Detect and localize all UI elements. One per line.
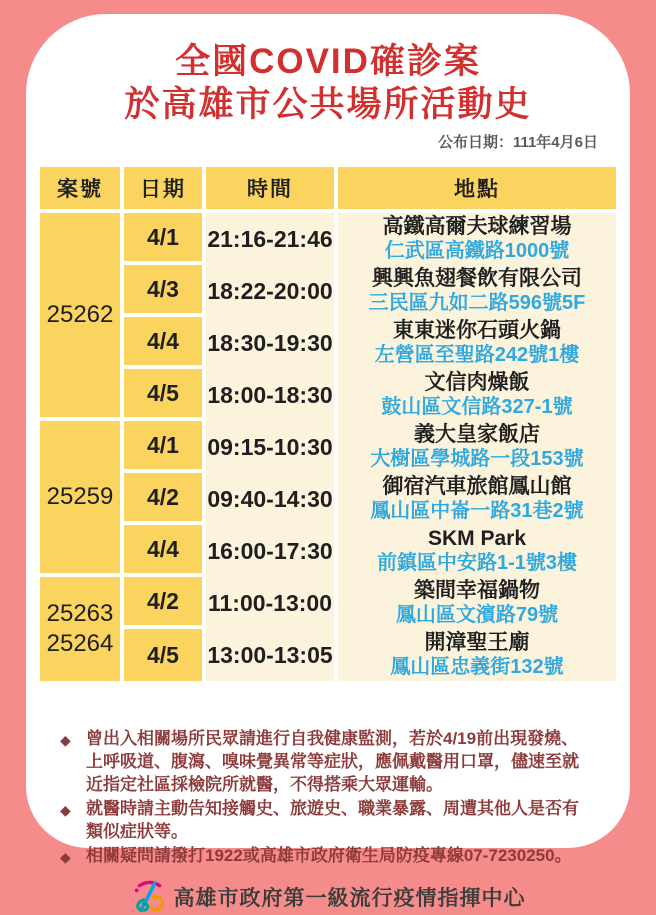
place-address: 鼓山區文信路327-1號	[381, 396, 573, 418]
publish-date: 公布日期：111年4月6日	[437, 134, 598, 151]
place-cell	[338, 317, 616, 369]
kaohsiung-city-logo-icon	[131, 879, 169, 915]
place-cell	[338, 525, 616, 577]
case-number-cell	[40, 421, 120, 577]
time-cell: 09:15-10:30	[207, 433, 333, 460]
place-address: 前鎮區中安路1-1號3樓	[376, 552, 578, 574]
diamond-bullet-icon: ◆	[60, 849, 71, 865]
activity-table	[40, 167, 616, 681]
diamond-bullet-icon: ◆	[60, 732, 71, 748]
place-address: 三民區九如二路596號5F	[368, 292, 586, 314]
poster-card	[26, 14, 630, 910]
note-text: 相關疑問請撥打1922或高雄市政府衛生局防疫專線07-7230250。	[86, 846, 572, 865]
header-case: 案號	[40, 167, 120, 209]
case-column	[40, 167, 120, 681]
time-cell: 09:40-14:30	[207, 485, 333, 512]
note-text: 就醫時請主動告知接觸史、旅遊史、職業暴露、周遭其他人是否有類似症狀等。	[86, 799, 579, 841]
place-name: SKM Park	[427, 527, 527, 550]
header-date: 日期	[124, 167, 202, 209]
place-name: 東東迷你石頭火鍋	[393, 319, 561, 342]
place-cell	[338, 629, 616, 681]
note-item	[60, 797, 594, 843]
note-item	[60, 727, 594, 796]
place-name: 御宿汽車旅館鳳山館	[382, 475, 572, 498]
case-number: 25262	[46, 301, 114, 328]
place-name: 興興魚翅餐飲有限公司	[372, 267, 582, 290]
time-cell: 18:22-20:00	[207, 277, 333, 304]
time-cell: 18:30-19:30	[207, 329, 333, 356]
case-number: 25263	[46, 600, 114, 627]
case-number-cell	[40, 213, 120, 421]
date-cell: 4/2	[124, 473, 202, 525]
title-line-2: 於高雄市公共場所活動史	[124, 85, 532, 124]
time-cell: 16:00-17:30	[207, 537, 333, 564]
agency-footer	[38, 879, 618, 915]
place-cell	[338, 265, 616, 317]
date-cell: 4/5	[124, 369, 202, 421]
place-column-body	[338, 213, 616, 681]
date-cell: 4/2	[124, 577, 202, 629]
place-column	[338, 167, 616, 681]
place-address: 仁武區高鐵路1000號	[384, 240, 570, 262]
time-cell: 18:00-18:30	[207, 381, 333, 408]
place-name: 開漳聖王廟	[424, 631, 530, 654]
case-number: 25264	[46, 630, 114, 657]
date-column	[124, 167, 202, 681]
place-cell	[338, 473, 616, 525]
place-cell	[338, 213, 616, 265]
case-column-body	[40, 213, 120, 681]
place-name: 高鐵高爾夫球練習場	[382, 215, 572, 238]
place-address: 大樹區學城路一段153號	[370, 448, 584, 470]
date-cell: 4/5	[124, 629, 202, 681]
agency-name: 高雄市政府第一級流行疫情指揮中心	[173, 887, 526, 910]
place-address: 鳳山區中崙一路31巷2號	[370, 500, 584, 522]
page-title	[38, 40, 618, 126]
note-item	[60, 844, 594, 869]
place-address: 鳳山區文濱路79號	[395, 604, 559, 626]
time-cell: 13:00-13:05	[207, 641, 333, 668]
header-time: 時間	[206, 167, 334, 209]
note-text: 曾出入相關場所民眾請進行自我健康監測，若於4/19前出現發燒、上呼吸道、腹瀉、嗅味覺異常等症狀，應佩戴醫用口罩，儘速至就近指定社區採檢院所就醫，不得搭乘大眾運輸。	[86, 729, 579, 794]
time-column	[206, 167, 334, 681]
place-address: 左營區至聖路242號1樓	[374, 344, 580, 366]
place-name: 義大皇家飯店	[414, 423, 540, 446]
date-cell: 4/1	[124, 421, 202, 473]
diamond-bullet-icon: ◆	[60, 802, 71, 818]
place-name: 文信肉燥飯	[424, 371, 530, 394]
date-cell: 4/4	[124, 525, 202, 577]
case-number-cell	[40, 577, 120, 681]
place-cell	[338, 421, 616, 473]
case-number: 25259	[46, 483, 114, 510]
date-cell: 4/3	[124, 265, 202, 317]
date-column-body	[124, 213, 202, 681]
date-cell: 4/1	[124, 213, 202, 265]
time-cell: 21:16-21:46	[207, 225, 333, 252]
time-column-body	[206, 213, 334, 681]
date-cell: 4/4	[124, 317, 202, 369]
title-line-1: 全國COVID確診案	[175, 42, 481, 81]
time-cell: 11:00-13:00	[207, 589, 333, 616]
place-address: 鳳山區忠義街132號	[390, 656, 564, 678]
place-cell	[338, 369, 616, 421]
header-place: 地點	[338, 167, 616, 209]
health-advisory-notes	[60, 727, 594, 869]
place-name: 築間幸福鍋物	[414, 579, 540, 602]
place-cell	[338, 577, 616, 629]
